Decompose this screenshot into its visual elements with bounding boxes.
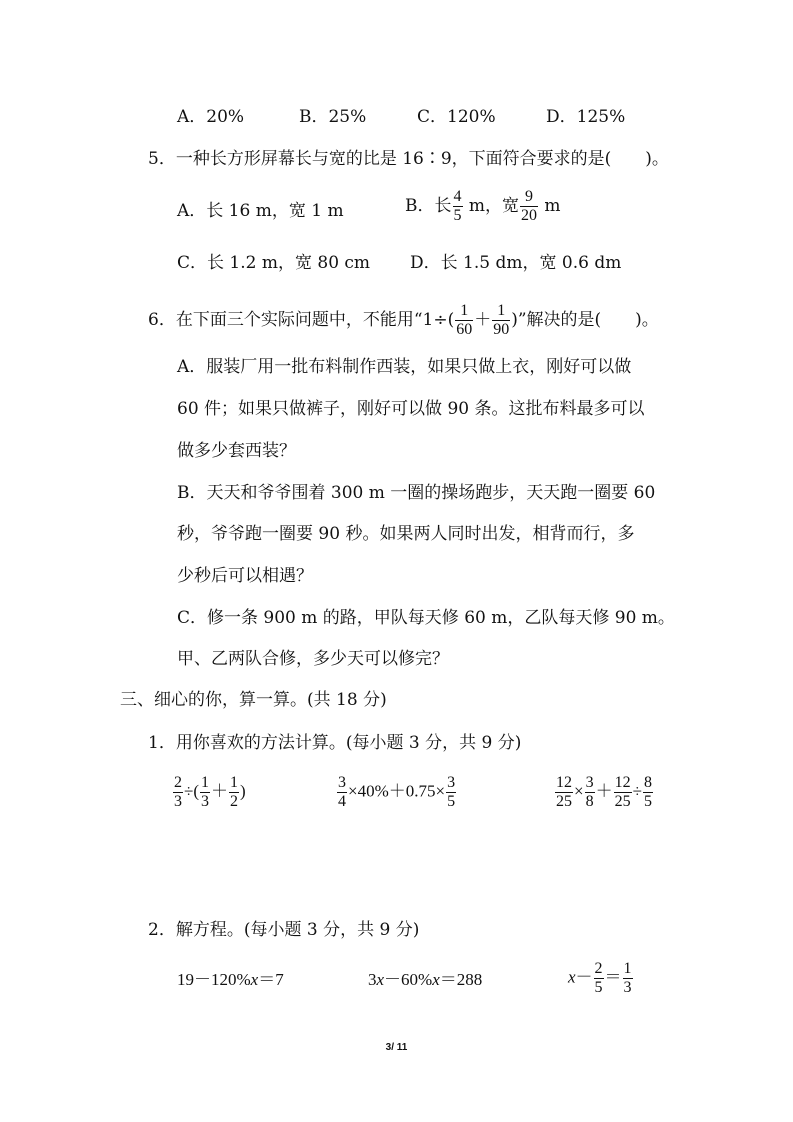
calc-3-operator: ＋: [595, 781, 613, 801]
equation-2-mid: －60%: [384, 970, 433, 989]
q6-fraction-2: [492, 302, 510, 339]
q4-option-a: A．20%: [177, 107, 245, 127]
q6-option-a-line-1: A．服装厂用一批布料制作西装，如果只做上衣，刚好可以做: [177, 357, 632, 377]
equation-variable: x: [568, 967, 576, 987]
fraction-numerator: 1: [455, 302, 473, 321]
q6-plus: ＋: [474, 310, 492, 330]
fraction-denominator: 5: [447, 793, 456, 810]
fraction-denominator: 4: [338, 793, 346, 810]
q5-option-a: A．长 16 m，宽 1 m: [177, 201, 344, 221]
fraction-numerator: 1: [492, 302, 510, 321]
q4-options: [177, 106, 625, 128]
calc-1: [172, 774, 246, 811]
equation-3-equals: ＝: [604, 967, 622, 987]
q4-option-c: C．120%: [417, 107, 496, 127]
fraction-denominator: 5: [643, 793, 652, 810]
calc-1-fraction-2: [200, 774, 210, 811]
fraction-numerator: 2: [174, 774, 182, 791]
fraction-denominator: 60: [456, 321, 473, 338]
fraction-numerator: 4: [453, 188, 462, 205]
q6-option-a-line-2: 60 件；如果只做裤子，刚好可以做 90 条。这批布料最多可以: [177, 399, 645, 419]
q5-option-d: D．长 1.5 dm，宽 0.6 dm: [410, 253, 622, 273]
q5-option-b-prefix: B．长: [405, 196, 452, 216]
q6-option-a-line-3: 做多少套西装？: [177, 441, 296, 461]
fraction-denominator: 3: [174, 793, 182, 810]
section-3-sub-2: 2．解方程。(每小题 3 分，共 9 分): [148, 920, 420, 940]
calc-2-fraction-2: [446, 774, 456, 811]
calc-3-operator: ×: [574, 781, 584, 801]
q6-option-b-line-3: 少秒后可以相遇？: [177, 566, 313, 586]
fraction-denominator: 3: [623, 979, 632, 996]
q5-option-b-suffix: m: [539, 196, 561, 216]
section-3-sub-1: 1．用你喜欢的方法计算。(每小题 3 分，共 9 分): [148, 733, 522, 753]
equation-3: [568, 960, 634, 997]
q6-stem-pre: 6．在下面三个实际问题中，不能用“1÷(: [148, 310, 455, 330]
equation-1-post: ＝7: [258, 970, 284, 989]
fraction-denominator: 5: [594, 979, 603, 996]
calc-1-operator: ÷(: [184, 781, 199, 801]
fraction-denominator: 8: [585, 793, 594, 810]
calc-3-operator: ÷: [632, 781, 642, 801]
q5-option-b-mid: m，宽: [463, 196, 520, 216]
fraction-denominator: 20: [521, 207, 538, 224]
fraction-denominator: 25: [614, 793, 631, 810]
equation-2: [368, 969, 482, 991]
fraction-numerator: 3: [338, 774, 346, 791]
q5-option-b: [405, 188, 561, 225]
fraction-denominator: 2: [230, 793, 238, 810]
calc-1-fraction-3: [229, 774, 239, 811]
q6-option-c-line-1: C．修一条 900 m 的路，甲队每天修 60 m，乙队每天修 90 m。: [177, 608, 675, 628]
section-3-title: 三、细心的你，算一算。(共 18 分): [120, 690, 387, 710]
q6-fraction-1: [455, 302, 473, 339]
q5-b-fraction-2: [520, 188, 538, 225]
q5-option-c: C．长 1.2 m，宽 80 cm: [177, 253, 371, 273]
fraction-denominator: 5: [453, 207, 462, 224]
calc-1-fraction-1: [173, 774, 183, 811]
q6-option-b-line-1: B．天天和爷爷围着 300 m 一圈的操场跑步，天天跑一圈要 60: [177, 483, 656, 503]
equation-3-fraction-1: [594, 960, 604, 997]
fraction-denominator: 3: [201, 793, 209, 810]
calc-3: [554, 774, 654, 811]
q4-option-d: D．125%: [546, 107, 626, 127]
fraction-numerator: 3: [447, 774, 456, 791]
q4-option-b: B．25%: [299, 107, 367, 127]
calc-1-operator: ): [240, 781, 246, 801]
equation-3-operator: －: [575, 967, 593, 987]
q5-b-fraction-1: [453, 188, 463, 225]
fraction-numerator: 12: [614, 774, 631, 791]
fraction-numerator: 9: [520, 188, 538, 207]
calc-3-fraction-4: [643, 774, 653, 811]
q6-option-b-line-2: 秒，爷爷跑一圈要 90 秒。如果两人同时出发，相背而行，多: [177, 524, 635, 544]
equation-variable: x: [376, 970, 385, 989]
equation-variable: x: [432, 970, 440, 989]
q6-stem-post: )”解决的是( )。: [511, 310, 659, 330]
calc-3-fraction-3: [614, 774, 632, 811]
calc-1-operator: ＋: [211, 781, 228, 801]
calc-2-operator: ×40%＋0.75×: [348, 781, 446, 801]
fraction-numerator: 12: [556, 774, 572, 791]
fraction-numerator: 1: [623, 960, 632, 977]
fraction-numerator: 1: [230, 774, 238, 791]
fraction-numerator: 2: [594, 960, 603, 977]
fraction-numerator: 3: [585, 774, 594, 791]
equation-2-post: ＝288: [439, 970, 483, 989]
equation-variable: x: [250, 970, 259, 989]
fraction-denominator: 25: [556, 793, 572, 810]
q6-stem: [148, 302, 659, 339]
equation-1: [177, 969, 284, 991]
page-number: 3/ 11: [385, 1042, 408, 1053]
equation-3-fraction-2: [623, 960, 633, 997]
q5-stem: 5．一种长方形屏幕长与宽的比是 16∶9，下面符合要求的是( )。: [148, 149, 669, 169]
equation-1-pre: 19－120%: [177, 970, 251, 989]
fraction-numerator: 1: [201, 774, 209, 791]
q6-option-c-line-2: 甲、乙两队合修，多少天可以修完？: [177, 649, 449, 669]
calc-3-fraction-2: [585, 774, 595, 811]
calc-3-fraction-1: [555, 774, 573, 811]
calc-2: [336, 774, 457, 811]
equation-2-pre: 3: [368, 970, 377, 989]
fraction-denominator: 90: [493, 321, 510, 338]
calc-2-fraction-1: [337, 774, 347, 811]
fraction-numerator: 8: [643, 774, 652, 791]
